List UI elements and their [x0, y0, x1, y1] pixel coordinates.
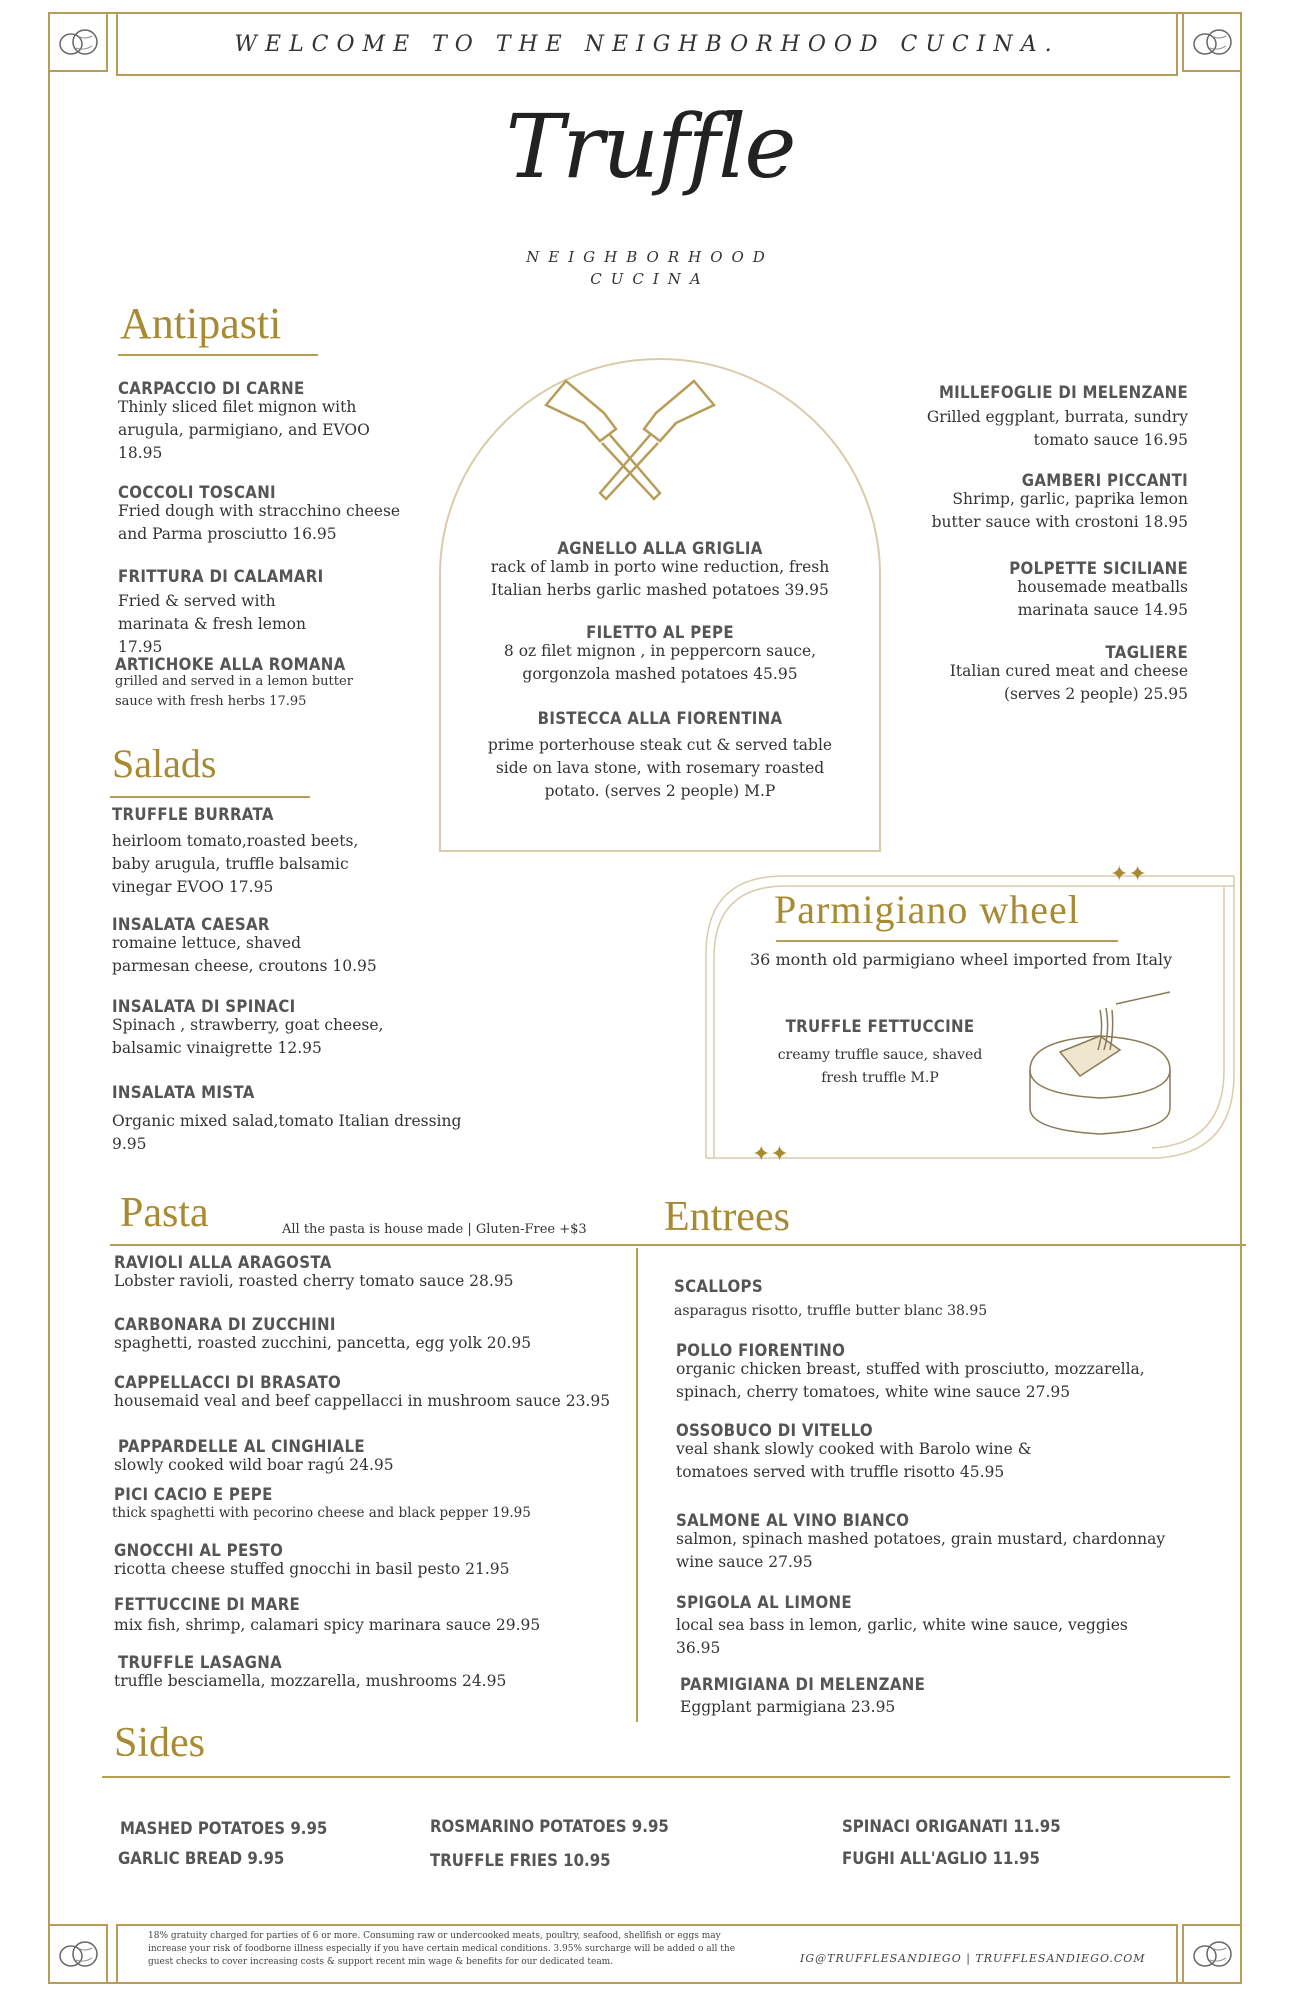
parmigiano-rule	[776, 940, 1118, 942]
item-name: FETTUCCINE DI MARE	[114, 1594, 301, 1615]
item-name: BISTECCA ALLA FIORENTINA	[537, 708, 783, 729]
truffle-icon	[1190, 22, 1234, 62]
parmigiano-subtitle: 36 month old parmigiano wheel imported from Italy	[750, 950, 1173, 969]
cleavers-icon	[540, 375, 720, 515]
item-name: MILLEFOGLIE DI MELENZANE	[938, 382, 1188, 403]
item-desc: rack of lamb in porto wine reduction, fresh Italian herbs garlic mashed potatoes 39.95	[490, 558, 830, 599]
truffle-icon	[56, 1934, 100, 1974]
item-name: AGNELLO ALLA GRIGLIA	[557, 538, 763, 559]
menu-item	[118, 566, 348, 659]
pasta-note: All the pasta is house made | Gluten-Free +$3	[282, 1222, 587, 1237]
cheese-wheel-icon	[1020, 990, 1190, 1140]
item-name: CAPPELLACCI DI BRASATO	[114, 1372, 342, 1393]
item-desc: truffle besciamella, mozzarella, mushrooms 24.95	[114, 1672, 507, 1690]
sparkle-icon: ✦✦	[752, 1142, 789, 1167]
item-name: TRUFFLE FETTUCCINE	[785, 1016, 975, 1037]
item-desc: spaghetti, roasted zucchini, pancetta, egg yolk 20.95	[114, 1334, 532, 1352]
item-desc: Thinly sliced filet mignon with arugula, parmigiano, and EVOO 18.95	[118, 398, 370, 462]
parmigiano-title: Parmigiano wheel	[774, 887, 1080, 932]
menu-item	[112, 804, 372, 899]
item-desc: Fried dough with stracchino cheese and Parma prosciutto 16.95	[118, 502, 401, 543]
item-name: TRUFFLE LASAGNA	[118, 1652, 283, 1673]
menu-item	[112, 1082, 462, 1156]
item-name: INSALATA MISTA	[112, 1082, 255, 1103]
logo-line2: CUCINA	[590, 270, 710, 288]
logo-script: Truffle	[505, 95, 795, 198]
item-desc: 8 oz filet mignon , in peppercorn sauce, gorgonzola mashed potatoes 45.95	[503, 642, 817, 683]
item-desc: local sea bass in lemon, garlic, white wine sauce, veggies 36.95	[676, 1616, 1128, 1657]
item-name: SALMONE AL VINO BIANCO	[676, 1510, 910, 1531]
item-name: POLPETTE SICILIANE	[1009, 558, 1188, 579]
item-name: PICI CACIO E PEPE	[114, 1484, 273, 1505]
sparkle-icon: ✦✦	[1110, 862, 1147, 887]
item-desc: salmon, spinach mashed potatoes, grain mustard, chardonnay wine sauce 27.95	[676, 1530, 1166, 1571]
truffle-icon	[56, 22, 100, 62]
menu-item	[114, 1372, 634, 1413]
item-desc: heirloom tomato,roasted beets, baby arugula, truffle balsamic vinegar EVOO 17.95	[112, 832, 359, 896]
item-name: SPIGOLA AL LIMONE	[676, 1592, 852, 1613]
menu-item	[470, 538, 850, 602]
footer-contact[interactable]: IG@TRUFFLESANDIEGO | TRUFFLESANDIEGO.COM	[800, 1952, 1146, 1965]
item-name: FRITTURA DI CALAMARI	[118, 566, 324, 587]
menu-item	[470, 708, 850, 803]
menu-item	[114, 1252, 614, 1293]
side-item: SPINACI ORIGANATI 11.95	[842, 1816, 1061, 1837]
item-name: CARPACCIO DI CARNE	[118, 378, 305, 399]
menu-item	[940, 642, 1188, 706]
item-name: GAMBERI PICCANTI	[1021, 470, 1188, 491]
side-item: MASHED POTATOES 9.95	[120, 1818, 328, 1839]
item-name: GNOCCHI AL PESTO	[114, 1540, 284, 1561]
item-name: POLLO FIORENTINO	[676, 1340, 846, 1361]
column-divider	[636, 1248, 638, 1722]
logo-line1: NEIGHBORHOOD	[526, 248, 774, 266]
side-item: GARLIC BREAD 9.95	[118, 1848, 285, 1869]
side-item: TRUFFLE FRIES 10.95	[430, 1850, 611, 1871]
menu-item	[1000, 558, 1188, 622]
menu-item	[112, 914, 382, 978]
menu-item	[920, 470, 1188, 534]
menu-item	[676, 1592, 1156, 1660]
item-name: PAPPARDELLE AL CINGHIALE	[118, 1436, 365, 1457]
item-name: ARTICHOKE ALLA ROMANA	[115, 654, 346, 675]
menu-item	[680, 1674, 1160, 1719]
item-desc: housemaid veal and beef cappellacci in mushroom sauce 23.95	[114, 1392, 611, 1410]
sides-title: Sides	[114, 1720, 206, 1766]
item-name: INSALATA DI SPINACI	[112, 996, 296, 1017]
item-name: TRUFFLE BURRATA	[112, 804, 274, 825]
item-name: OSSOBUCO DI VITELLO	[676, 1420, 873, 1441]
item-name: FILETTO AL PEPE	[586, 622, 734, 643]
antipasti-rule	[118, 354, 318, 356]
item-name: COCCOLI TOSCANI	[118, 482, 276, 503]
item-desc: Spinach , strawberry, goat cheese, balsamic vinaigrette 12.95	[112, 1016, 384, 1057]
menu-item	[676, 1420, 1096, 1484]
menu-item	[118, 378, 378, 465]
corner-br	[1182, 1924, 1242, 1984]
menu-item	[118, 482, 418, 546]
side-item: FUGHI ALL'AGLIO 11.95	[842, 1848, 1040, 1869]
item-name: INSALATA CAESAR	[112, 914, 270, 935]
item-desc: Organic mixed salad,tomato Italian dressing 9.95	[112, 1112, 462, 1153]
item-desc: thick spaghetti with pecorino cheese and black pepper 19.95	[112, 1505, 531, 1521]
menu-item	[674, 1276, 1194, 1323]
menu-item	[676, 1510, 1176, 1574]
item-name: PARMIGIANA DI MELENZANE	[680, 1674, 926, 1695]
item-desc: Shrimp, garlic, paprika lemon butter sauce with crostoni 18.95	[931, 490, 1188, 531]
welcome-text: WELCOME TO THE NEIGHBORHOOD CUCINA.	[234, 32, 1060, 57]
truffle-icon	[1190, 1934, 1234, 1974]
item-name: TAGLIERE	[1105, 642, 1188, 663]
item-desc: Lobster ravioli, roasted cherry tomato sauce 28.95	[114, 1272, 514, 1290]
item-name: RAVIOLI ALLA ARAGOSTA	[114, 1252, 332, 1273]
antipasti-title: Antipasti	[120, 299, 282, 348]
corner-tr	[1182, 12, 1242, 72]
item-desc: Eggplant parmigiana 23.95	[680, 1698, 896, 1716]
item-desc: grilled and served in a lemon butter sauce with fresh herbs 17.95	[115, 674, 353, 709]
menu-item	[114, 1652, 618, 1693]
item-desc: prime porterhouse steak cut & served table side on lava stone, with rosemary roasted potato. (serves 2 people) M.P	[487, 736, 833, 800]
item-desc: ricotta cheese stuffed gnocchi in basil pesto 21.95	[114, 1560, 510, 1578]
corner-bl	[48, 1924, 108, 1984]
corner-tl	[48, 12, 108, 72]
footer-disclaimer: 18% gratuity charged for parties of 6 or more. Consuming raw or undercooked meats, poultry, seafood, shellfish or eggs may increase your risk of foodborne illness especially if you have certain medical conditions. 3.95% surcharge will be added o all the guest checks to cover increasing costs & support recent min wage & benefits for our dedicated team.	[148, 1931, 736, 1967]
menu-item	[114, 1540, 614, 1581]
menu-item	[112, 996, 452, 1060]
menu-item	[490, 622, 830, 686]
item-desc: Grilled eggplant, burrata, sundry tomato sauce 16.95	[926, 408, 1188, 449]
item-desc: slowly cooked wild boar ragú 24.95	[114, 1456, 394, 1474]
entrees-title: Entrees	[664, 1194, 790, 1240]
item-desc: veal shank slowly cooked with Barolo wine & tomatoes served with truffle risotto 45.95	[676, 1440, 1032, 1481]
sides-rule	[102, 1776, 1230, 1778]
menu-item	[114, 1594, 614, 1637]
menu-item	[114, 1436, 618, 1477]
item-desc: romaine lettuce, shaved parmesan cheese, croutons 10.95	[112, 934, 377, 975]
item-desc: housemade meatballs marinata sauce 14.95	[1017, 578, 1188, 619]
menu-item	[760, 1016, 1000, 1090]
item-desc: Fried & served with marinata & fresh lemon 17.95	[118, 592, 306, 656]
menu-item	[115, 654, 375, 712]
pasta-title: Pasta	[120, 1190, 209, 1236]
menu-item	[114, 1314, 614, 1355]
item-name: SCALLOPS	[674, 1276, 763, 1297]
item-desc: mix fish, shrimp, calamari spicy marinara sauce 29.95	[114, 1616, 541, 1634]
item-desc: organic chicken breast, stuffed with prosciutto, mozzarella, spinach, cherry tomatoes, white wine sauce 27.95	[676, 1360, 1145, 1401]
salads-rule	[110, 796, 310, 798]
side-item: ROSMARINO POTATOES 9.95	[430, 1816, 669, 1837]
item-desc: asparagus risotto, truffle butter blanc 38.95	[674, 1303, 988, 1319]
salads-title: Salads	[112, 741, 217, 786]
menu-item	[114, 1484, 634, 1525]
menu-item	[676, 1340, 1166, 1404]
item-desc: creamy truffle sauce, shaved fresh truffle M.P	[777, 1047, 983, 1086]
menu-item	[920, 382, 1188, 452]
pasta-rule	[110, 1244, 1246, 1246]
item-desc: Italian cured meat and cheese (serves 2 people) 25.95	[949, 662, 1188, 703]
item-name: CARBONARA DI ZUCCHINI	[114, 1314, 336, 1335]
